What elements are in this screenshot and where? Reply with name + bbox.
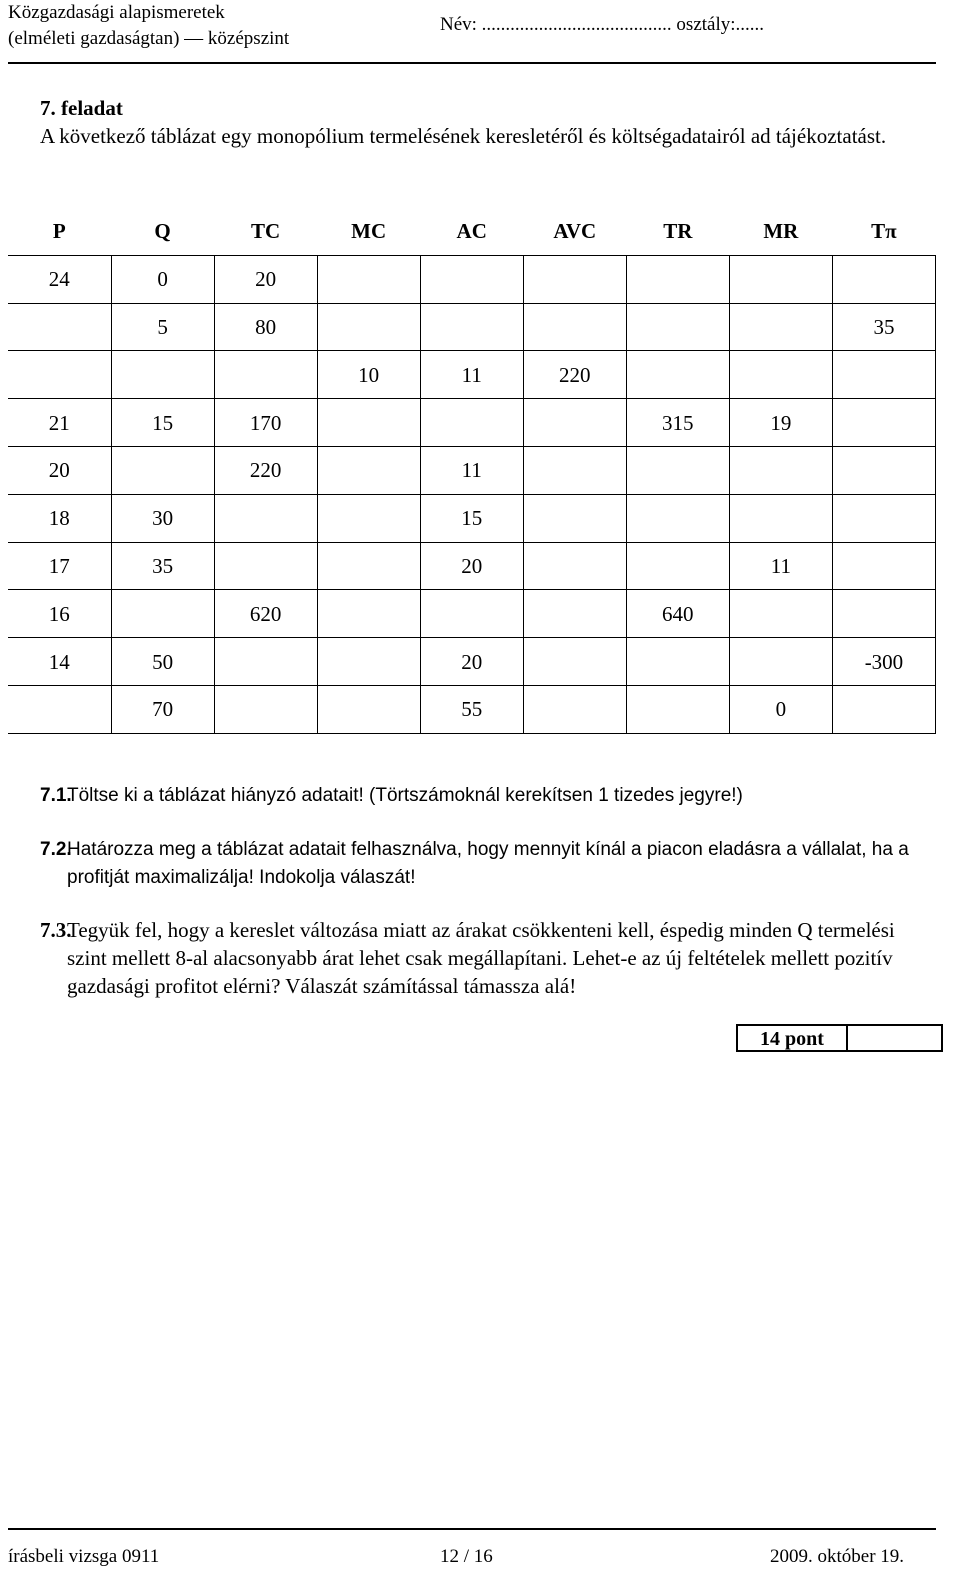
answer-cell[interactable] [729, 590, 832, 638]
answer-cell[interactable] [729, 638, 832, 686]
answer-cell[interactable] [832, 255, 935, 303]
table-cell: 11 [420, 351, 523, 399]
answer-cell[interactable] [626, 255, 729, 303]
table-cell: 35 [832, 303, 935, 351]
answer-cell[interactable] [317, 446, 420, 494]
table-cell: 620 [214, 590, 317, 638]
table-cell: 10 [317, 351, 420, 399]
table-cell: 0 [111, 255, 214, 303]
answer-cell[interactable] [8, 685, 111, 733]
answer-cell[interactable] [317, 303, 420, 351]
table-cell: 24 [8, 255, 111, 303]
table-cell: 17 [8, 542, 111, 590]
answer-cell[interactable] [111, 590, 214, 638]
header-divider [8, 62, 936, 64]
table-cell: 170 [214, 399, 317, 447]
answer-cell[interactable] [111, 446, 214, 494]
question-7-3 [40, 916, 930, 1000]
answer-cell[interactable] [729, 255, 832, 303]
answer-cell[interactable] [626, 303, 729, 351]
table-cell: 20 [214, 255, 317, 303]
table-row [8, 351, 936, 399]
cost-data-table [8, 208, 936, 734]
answer-cell[interactable] [214, 494, 317, 542]
col-header-tpi: Tπ [832, 208, 935, 255]
answer-cell[interactable] [832, 399, 935, 447]
table-cell: 220 [214, 446, 317, 494]
points-box [736, 1024, 943, 1052]
table-row [8, 638, 936, 686]
col-header-avc: AVC [523, 208, 626, 255]
table-row [8, 303, 936, 351]
answer-cell[interactable] [214, 542, 317, 590]
header-name-class: Név: ........................................ osztály:...... [440, 14, 765, 35]
answer-cell[interactable] [523, 303, 626, 351]
task-intro: A következő táblázat egy monopólium termelésének keresletéről és költségadatairól ad tájékoztatást. [40, 124, 887, 148]
answer-cell[interactable] [523, 446, 626, 494]
table-row [8, 685, 936, 733]
footer-divider [8, 1528, 936, 1530]
answer-cell[interactable] [626, 446, 729, 494]
table-body [8, 255, 936, 733]
answer-cell[interactable] [832, 590, 935, 638]
table-row [8, 590, 936, 638]
answer-cell[interactable] [729, 303, 832, 351]
table-cell: 640 [626, 590, 729, 638]
header-subject-line1: Közgazdasági alapismeretek [8, 2, 225, 23]
table-cell: 20 [420, 638, 523, 686]
table-cell: 70 [111, 685, 214, 733]
table-cell: 19 [729, 399, 832, 447]
footer-date: 2009. október 19. [770, 1546, 905, 1567]
table-cell: 80 [214, 303, 317, 351]
points-score-field[interactable] [848, 1026, 941, 1050]
answer-cell[interactable] [832, 494, 935, 542]
answer-cell[interactable] [832, 542, 935, 590]
table-cell: 5 [111, 303, 214, 351]
answer-cell[interactable] [317, 255, 420, 303]
answer-cell[interactable] [523, 638, 626, 686]
table-cell: 35 [111, 542, 214, 590]
table-cell: 20 [420, 542, 523, 590]
answer-cell[interactable] [214, 351, 317, 399]
answer-cell[interactable] [626, 542, 729, 590]
answer-cell[interactable] [626, 638, 729, 686]
table-cell: 11 [420, 446, 523, 494]
question-text: Töltse ki a táblázat hiányzó adatait! (Törtszámoknál kerekítsen 1 tizedes jegyre!) [67, 785, 743, 806]
answer-cell[interactable] [523, 590, 626, 638]
col-header-tr: TR [626, 208, 729, 255]
col-header-p: P [8, 208, 111, 255]
table-cell: 55 [420, 685, 523, 733]
table-row [8, 255, 936, 303]
answer-cell[interactable] [523, 685, 626, 733]
table-cell: 30 [111, 494, 214, 542]
table-cell: -300 [832, 638, 935, 686]
answer-cell[interactable] [626, 494, 729, 542]
col-header-mc: MC [317, 208, 420, 255]
question-text: Tegyük fel, hogy a kereslet változása miatt az árakat csökkenteni kell, éspedig minden Q termelési szint mellett 8-al alacsonyabb árat lehet csak megállapítani. Lehet-e az új feltételek mellett pozitív gazdasági profitot elérni? Válaszát számítással támassza alá! [67, 918, 895, 998]
question-text: Határozza meg a táblázat adatait felhasználva, hogy mennyit kínál a piacon eladásra a vállalat, ha a profitját maximalizálja! Indokolja válaszát! [67, 839, 909, 888]
table-row [8, 399, 936, 447]
question-number: 7.3. [40, 918, 72, 942]
col-header-ac: AC [420, 208, 523, 255]
answer-cell[interactable] [214, 638, 317, 686]
answer-cell[interactable] [8, 351, 111, 399]
answer-cell[interactable] [729, 446, 832, 494]
answer-cell[interactable] [729, 494, 832, 542]
answer-cell[interactable] [729, 351, 832, 399]
col-header-mr: MR [729, 208, 832, 255]
points-label: 14 pont [738, 1026, 848, 1050]
table-row [8, 446, 936, 494]
table-row [8, 494, 936, 542]
answer-cell[interactable] [420, 590, 523, 638]
answer-cell[interactable] [317, 542, 420, 590]
header-subject-line2: (elméleti gazdaságtan) — középszint [8, 28, 290, 49]
answer-cell[interactable] [523, 494, 626, 542]
answer-cell[interactable] [111, 351, 214, 399]
header-subject [8, 0, 289, 52]
answer-cell[interactable] [832, 685, 935, 733]
answer-cell[interactable] [626, 351, 729, 399]
table-cell: 21 [8, 399, 111, 447]
table-header-row [8, 208, 936, 255]
answer-cell[interactable] [832, 446, 935, 494]
answer-cell[interactable] [832, 351, 935, 399]
question-7-2 [40, 836, 930, 892]
footer-page-number: 12 / 16 [440, 1546, 493, 1567]
table-cell: 18 [8, 494, 111, 542]
table-cell: 15 [111, 399, 214, 447]
table-cell: 14 [8, 638, 111, 686]
table-cell: 11 [729, 542, 832, 590]
answer-cell[interactable] [8, 303, 111, 351]
answer-cell[interactable] [523, 399, 626, 447]
answer-cell[interactable] [420, 303, 523, 351]
col-header-tc: TC [214, 208, 317, 255]
table-cell: 16 [8, 590, 111, 638]
answer-cell[interactable] [317, 399, 420, 447]
answer-cell[interactable] [523, 255, 626, 303]
table-cell: 15 [420, 494, 523, 542]
answer-cell[interactable] [317, 494, 420, 542]
task-title: 7. feladat [40, 96, 123, 120]
answer-cell[interactable] [214, 685, 317, 733]
table-cell: 0 [729, 685, 832, 733]
table-row [8, 542, 936, 590]
table-cell: 20 [8, 446, 111, 494]
answer-cell[interactable] [317, 685, 420, 733]
question-number: 7.1. [40, 785, 72, 806]
col-header-q: Q [111, 208, 214, 255]
answer-cell[interactable] [523, 542, 626, 590]
answer-cell[interactable] [420, 399, 523, 447]
answer-cell[interactable] [420, 255, 523, 303]
answer-cell[interactable] [317, 638, 420, 686]
footer-exam: írásbeli vizsga 0911 [8, 1546, 160, 1567]
table-cell: 50 [111, 638, 214, 686]
table-cell: 220 [523, 351, 626, 399]
table-cell: 315 [626, 399, 729, 447]
question-7-1 [40, 782, 930, 810]
answer-cell[interactable] [317, 590, 420, 638]
answer-cell[interactable] [626, 685, 729, 733]
question-number: 7.2. [40, 839, 72, 860]
